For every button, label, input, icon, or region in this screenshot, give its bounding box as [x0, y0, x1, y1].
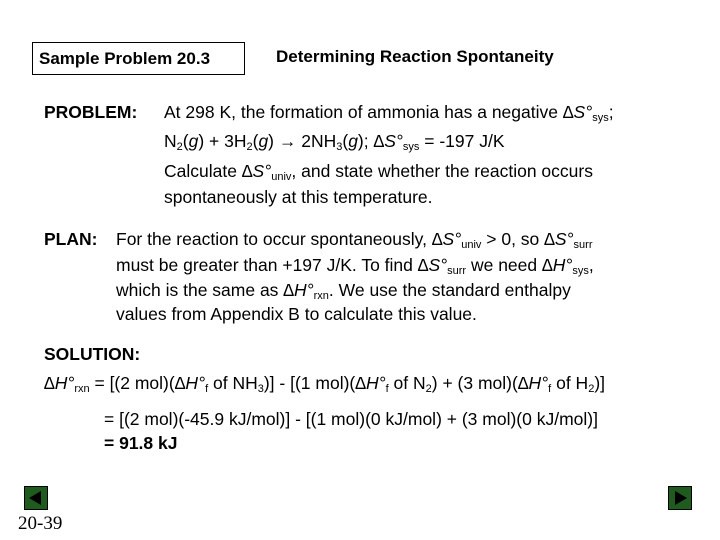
- solution-equation-2: = [(2 mol)(-45.9 kJ/mol)] - [(1 mol)(0 kJ/mol) + (3 mol)(0 kJ/mol)]: [104, 409, 598, 429]
- problem-label: PROBLEM:: [44, 102, 138, 122]
- plan-line-1: For the reaction to occur spontaneously, $\Delta S^\circ_{univ} > 0$, so $\Delta S^\circ_{surr}$: [116, 229, 593, 251]
- plan-line-2: must be greater than +197 J/K. To find $\Delta S^\circ_{surr}$ we need $\Delta H^\circ_{sys}$,: [116, 255, 594, 277]
- triangle-right-icon: [669, 487, 691, 509]
- solution-label: SOLUTION:: [44, 344, 141, 364]
- sample-problem-box: Sample Problem 20.3: [32, 42, 245, 75]
- plan-label: PLAN:: [44, 229, 98, 249]
- page-number: 20-39: [18, 513, 63, 534]
- plan-line-4: values from Appendix B to calculate this value.: [116, 304, 477, 324]
- triangle-left-icon: [25, 487, 47, 509]
- page-title: Determining Reaction Spontaneity: [276, 47, 554, 66]
- plan-line-3: which is the same as $\Delta H^\circ_{rxn}$. We use the standard enthalpy: [116, 280, 571, 302]
- problem-line-4: spontaneously at this temperature.: [164, 187, 433, 207]
- solution-equation-1: $\Delta H^\circ_{rxn} = [(2$ $mol)(\Delta H^\circ_f$ of $NH_3)] - [(1$ $mol)(\Delta H^\circ_f$ of $N_2) + (3$ $mol)(\Delta H^\circ_f$ of $H_2$)]: [44, 373, 606, 395]
- problem-line-1: At 298 K, the formation of ammonia has a negative $\Delta S^\circ_{sys}$;: [164, 102, 614, 124]
- problem-line-3: Calculate $\Delta S^\circ_{univ}$, and state whether the reaction occurs: [164, 161, 593, 183]
- next-slide-button[interactable]: [668, 486, 692, 510]
- problem-reaction-equation: $N_2(g) + 3H_2(g) \to 2NH_3(g)$; $\Delta S^\circ_{sys} = -197$ J/K: [164, 131, 505, 153]
- solution-result: = 91.8 kJ: [104, 433, 178, 453]
- previous-slide-button[interactable]: [24, 486, 48, 510]
